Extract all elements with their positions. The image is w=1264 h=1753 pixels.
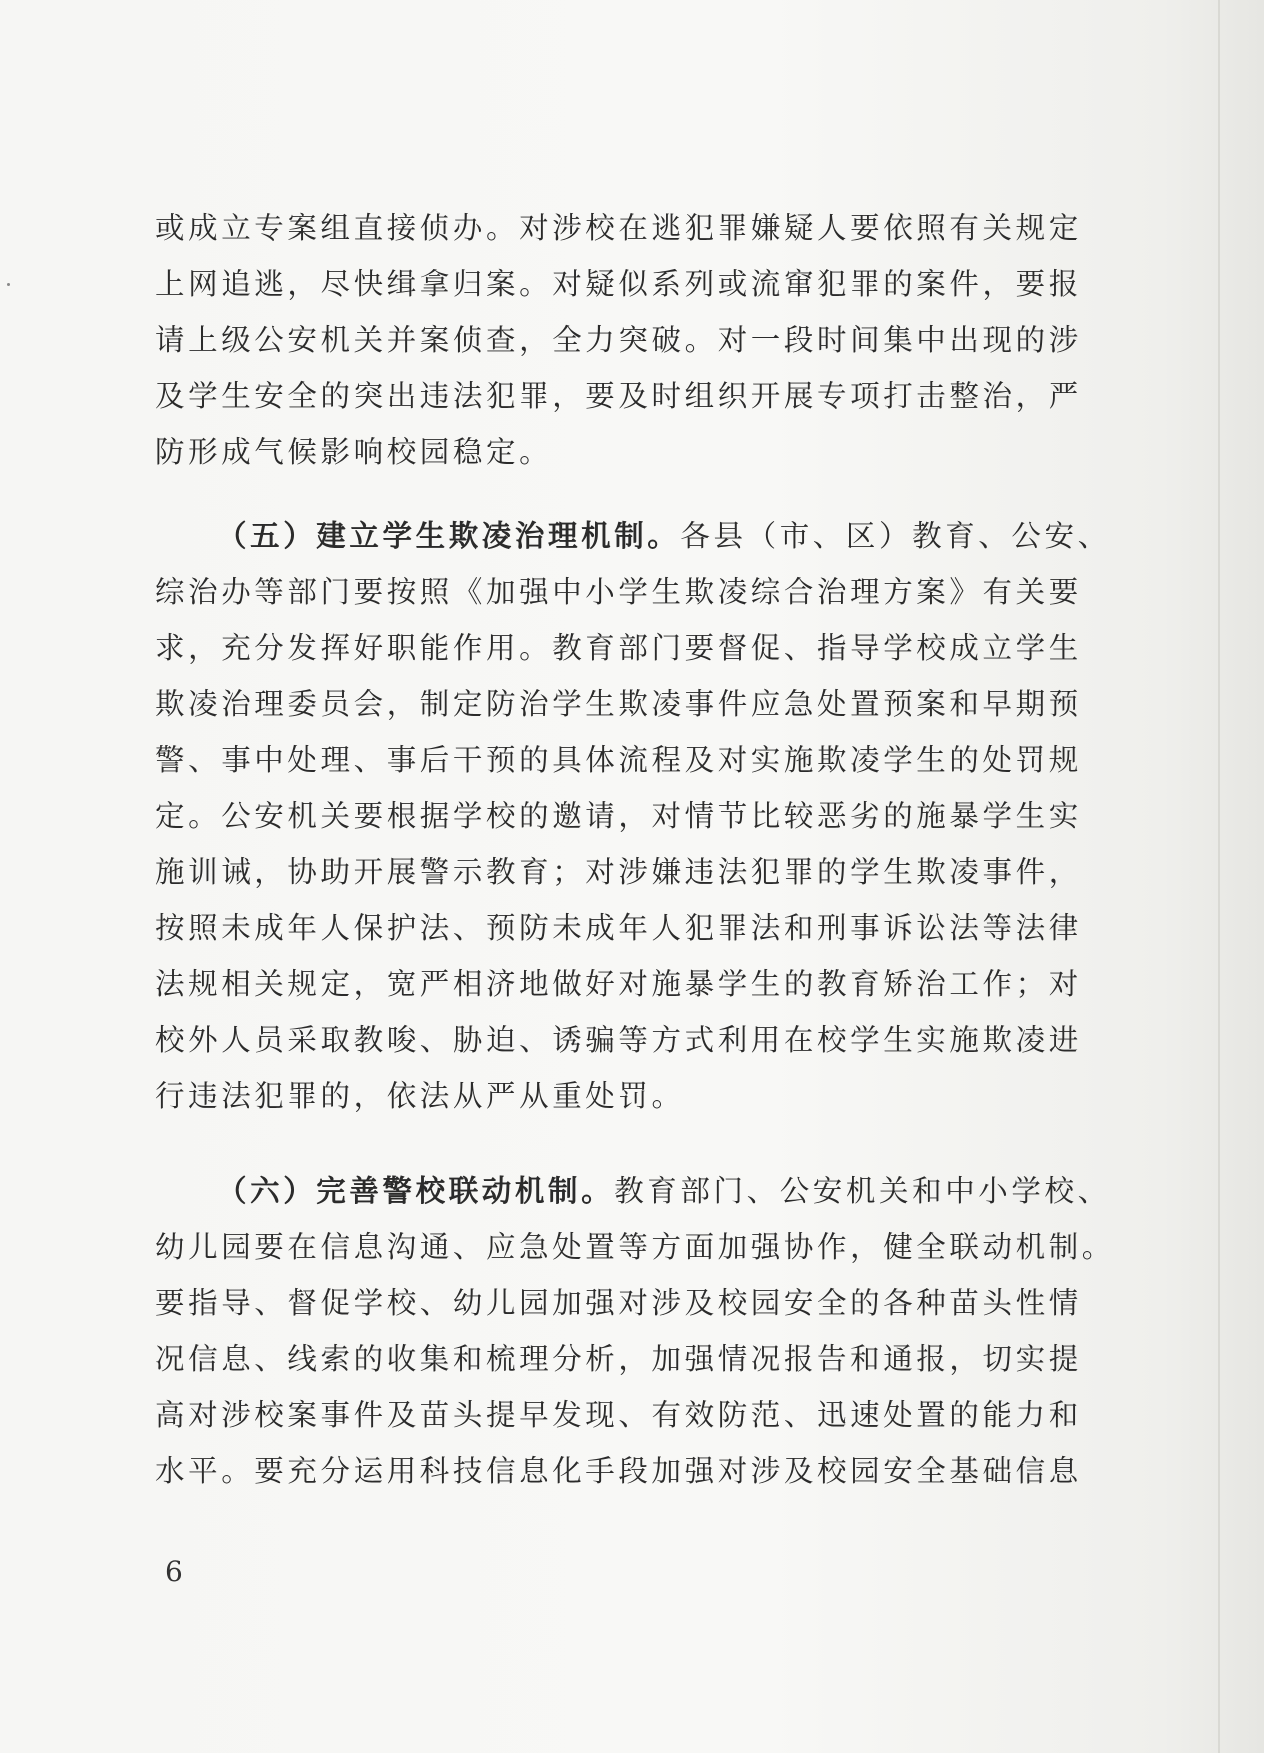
text-line: 定。公安机关要根据学校的邀请，对情节比较恶劣的施暴学生实	[155, 799, 1082, 833]
text-line-with-heading	[155, 508, 1111, 564]
section-heading-6: （六）完善警校联动机制。	[217, 1173, 615, 1208]
text-line: 及学生安全的突出违法犯罪，要及时组织开展专项打击整治，严	[155, 379, 1082, 413]
text-line: 施训诫，协助开展警示教育；对涉嫌违法犯罪的学生欺凌事件，	[155, 855, 1082, 889]
paragraph-3	[155, 1163, 1115, 1499]
text-line: 按照未成年人保护法、预防未成年人犯罪法和刑事诉讼法等法律	[155, 911, 1082, 945]
text-line: 行违法犯罪的，依法从严从重处罚。	[155, 1079, 685, 1113]
page-number: 6	[165, 1555, 183, 1588]
text-line: 校外人员采取教唆、胁迫、诱骗等方式利用在校学生实施欺凌进	[155, 1023, 1082, 1057]
section-heading-5: （五）建立学生欺凌治理机制。	[217, 518, 681, 553]
page-edge-shadow	[1218, 0, 1220, 1753]
text-line: 水平。要充分运用科技信息化手段加强对涉及校园安全基础信息	[155, 1454, 1082, 1488]
text-line: 请上级公安机关并案侦查，全力突破。对一段时间集中出现的涉	[155, 323, 1082, 357]
text-line: 警、事中处理、事后干预的具体流程及对实施欺凌学生的处罚规	[155, 743, 1082, 777]
text-run: 教育部门、公安机关和中小学校、	[614, 1174, 1111, 1208]
paragraph-1	[155, 200, 1082, 480]
text-line: 求，充分发挥好职能作用。教育部门要督促、指导学校成立学生	[155, 631, 1082, 665]
text-line-with-heading	[155, 1163, 1111, 1219]
text-line: 欺凌治理委员会，制定防治学生欺凌事件应急处置预案和早期预	[155, 687, 1082, 721]
text-line: 要指导、督促学校、幼儿园加强对涉及校园安全的各种苗头性情	[155, 1286, 1082, 1320]
text-line: 幼儿园要在信息沟通、应急处置等方面加强协作，健全联动机制。	[155, 1230, 1115, 1264]
text-run: 各县（市、区）教育、公安、	[680, 519, 1111, 553]
text-line: 综治办等部门要按照《加强中小学生欺凌综合治理方案》有关要	[155, 575, 1082, 609]
text-line: 法规相关规定，宽严相济地做好对施暴学生的教育矫治工作；对	[155, 967, 1082, 1001]
paragraph-2	[155, 508, 1111, 1124]
text-line: 防形成气候影响校园稳定。	[155, 435, 553, 469]
text-line: 或成立专案组直接侦办。对涉校在逃犯罪嫌疑人要依照有关规定	[155, 211, 1082, 245]
text-line: 上网追逃，尽快缉拿归案。对疑似系列或流窜犯罪的案件，要报	[155, 267, 1082, 301]
text-line: 况信息、线索的收集和梳理分析，加强情况报告和通报，切实提	[155, 1342, 1082, 1376]
text-line: 高对涉校案事件及苗头提早发现、有效防范、迅速处置的能力和	[155, 1398, 1082, 1432]
scan-speck	[7, 283, 10, 286]
